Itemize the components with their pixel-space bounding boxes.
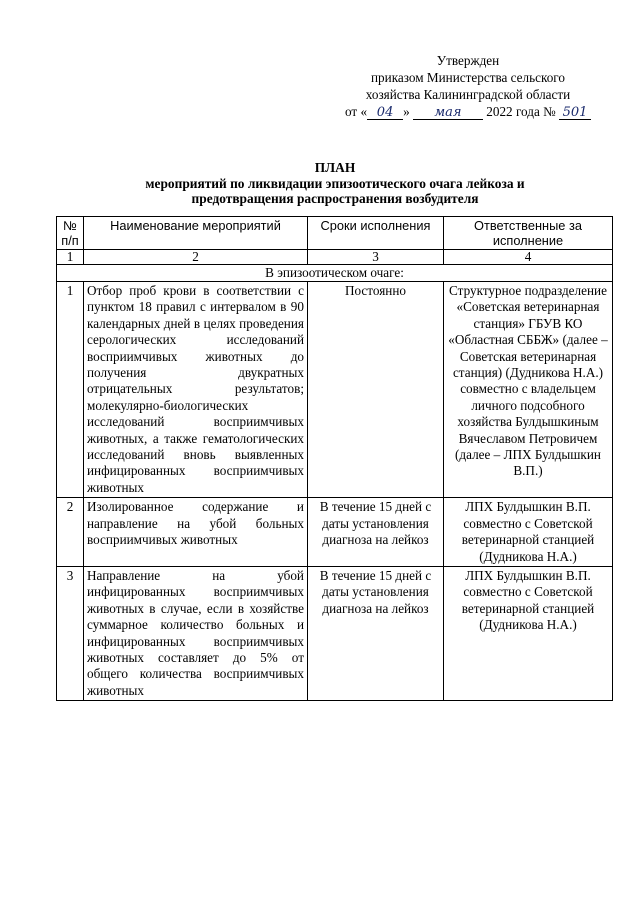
header-responsible: Ответственные за исполнение [444, 217, 613, 250]
row-term: Постоянно [308, 282, 444, 498]
table-row [57, 282, 613, 498]
handwritten-day: 04 [376, 105, 394, 120]
column-number-row [57, 250, 613, 265]
row-activity: Направление на убой инфицированных восприимчивых животных в случае, если в хозяйстве суммарное количество больных и инфицированных восприимчивых животных составляет до 5% от общего количества восприимчивых животных [84, 566, 308, 700]
approval-block [330, 52, 606, 120]
handwritten-number: 501 [562, 105, 588, 120]
column-number-1: 1 [57, 250, 84, 265]
approval-ministry-line: хозяйства Калининградской области [365, 87, 571, 102]
date-day-field [367, 105, 403, 120]
table-row [57, 566, 613, 700]
column-number-4: 4 [444, 250, 613, 265]
header-term: Сроки исполнения [308, 217, 444, 250]
row-activity: Изолированное содержание и направление на убой больных восприимчивых животных [84, 498, 308, 567]
section-title: В эпизоотическом очаге: [57, 265, 613, 282]
approval-date-line [330, 103, 606, 120]
header-number: № п/п [57, 217, 84, 250]
row-responsible: ЛПХ Булдышкин В.П. совместно с Советской ветеринарной станцией (Дудникова Н.А.) [444, 498, 613, 567]
column-number-2: 2 [84, 250, 308, 265]
row-number: 1 [57, 282, 84, 498]
date-mid: » [403, 104, 410, 119]
title-line-3: предотвращения распространения возбудителя [191, 191, 479, 206]
table-header-row [57, 217, 613, 250]
row-responsible: ЛПХ Булдышкин В.П. совместно с Советской ветеринарной станцией (Дудникова Н.А.) [444, 566, 613, 700]
row-activity: Отбор проб крови в соответствии с пунктом 18 правил с интервалом в 90 календарных дней в целях проведения серологических исследований восприимчивых животных до получения двукратных отрицательных результатов; молекулярно-биологических исследований восприимчивых животных, а также гематологических исследований вновь выявленных инфицированных восприимчивых животных [84, 282, 308, 498]
row-number: 3 [57, 566, 84, 700]
document-title [60, 160, 610, 207]
plan-table [56, 216, 613, 701]
header-name: Наименование мероприятий [84, 217, 308, 250]
table-row [57, 498, 613, 567]
row-number: 2 [57, 498, 84, 567]
order-number-field [559, 105, 591, 120]
date-year: 2022 года № [486, 104, 556, 119]
title-line-2: мероприятий по ликвидации эпизоотического очага лейкоза и [145, 175, 525, 191]
handwritten-month: мая [434, 105, 462, 120]
title-plan: ПЛАН [314, 160, 356, 175]
row-term: В течение 15 дней с даты установления диагноза на лейкоз [308, 566, 444, 700]
date-month-field [413, 105, 483, 120]
section-row [57, 265, 613, 282]
date-prefix: от « [345, 104, 368, 119]
row-responsible: Структурное подразделение «Советская ветеринарная станция» ГБУВ КО «Областная СББЖ» (далее – Советская ветеринарная станция) (Дудникова Н.А.) совместно с владельцем личного подсобного хозяйства Булдышкиным Вячеславом Петровичем (далее – ЛПХ Булдышкин В.П.) [444, 282, 613, 498]
column-number-3: 3 [308, 250, 444, 265]
row-term: В течение 15 дней с даты установления диагноза на лейкоз [308, 498, 444, 567]
approval-order-line: приказом Министерства сельского [371, 70, 565, 85]
approval-heading: Утвержден [436, 53, 500, 68]
